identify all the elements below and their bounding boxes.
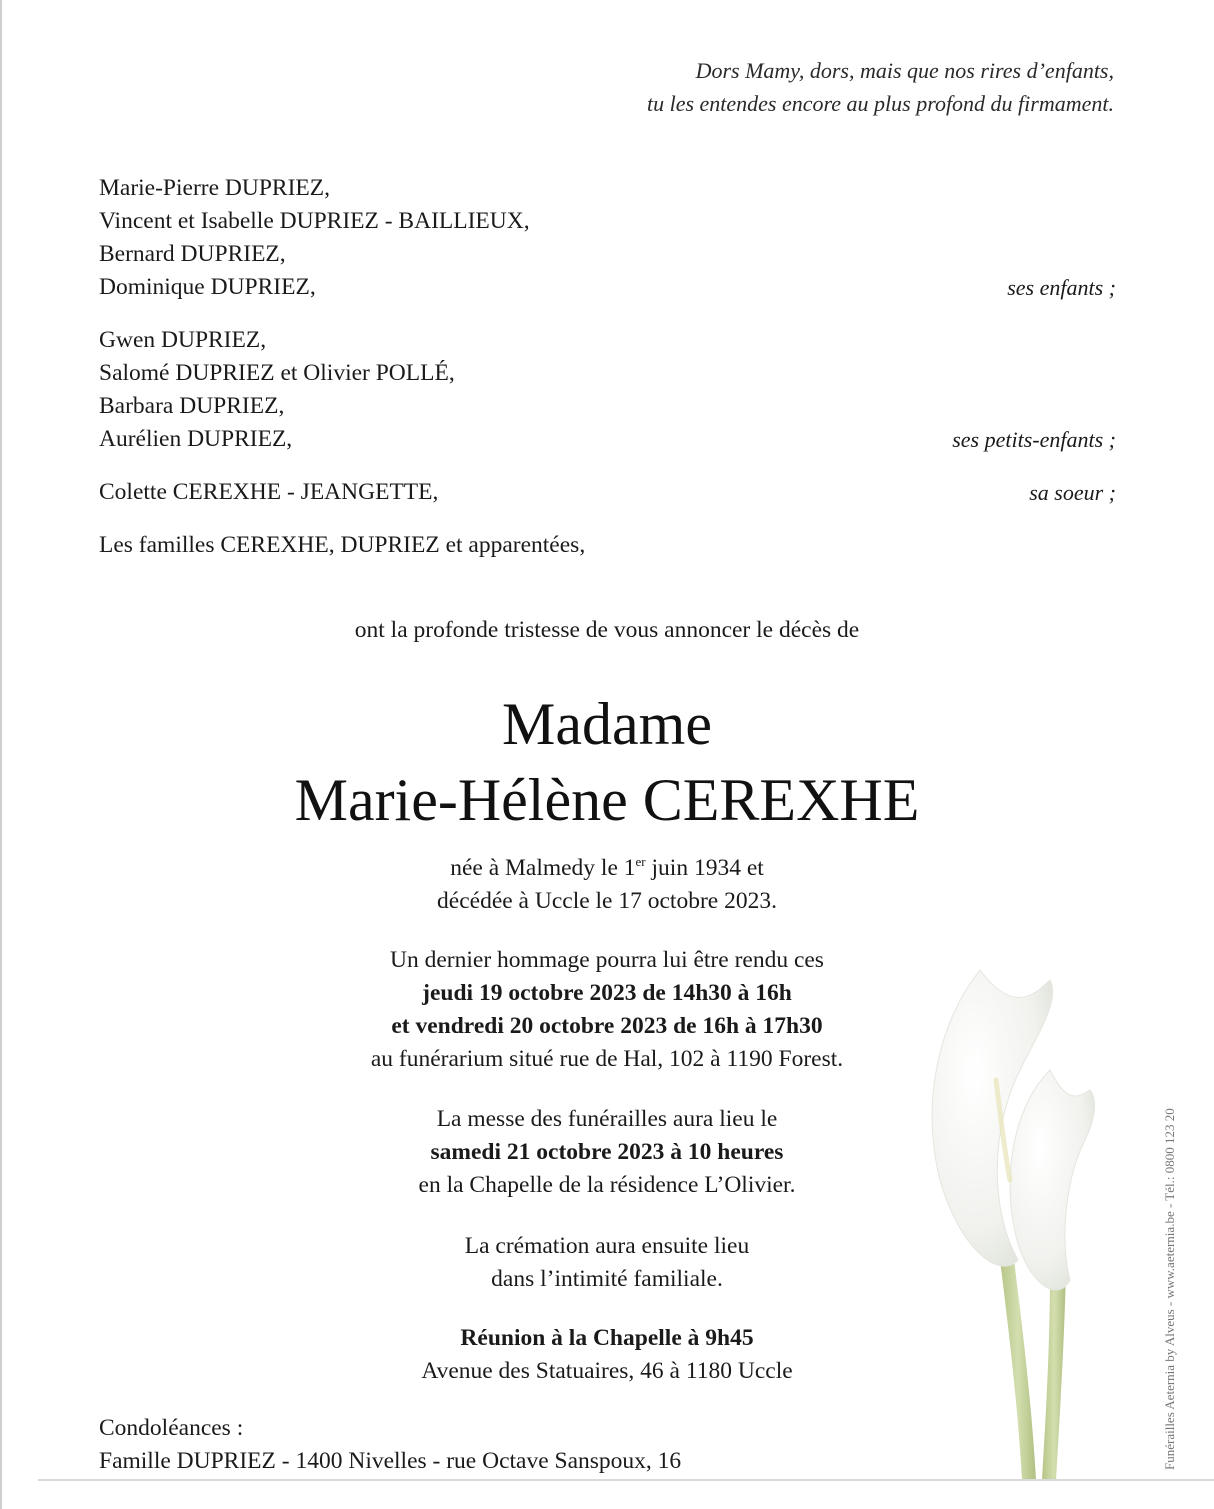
bottom-divider (38, 1479, 1214, 1481)
epigraph-line-1: Dors Mamy, dors, mais que nos rires d’enfants, (695, 58, 1114, 83)
death-line: décédée à Uccle le 17 octobre 2023. (437, 888, 777, 914)
birth-line (0, 852, 1214, 885)
visitation-place: au funérarium situé rue de Hal, 102 à 1190 Forest. (370, 1046, 844, 1072)
deceased-salutation: Madame (502, 691, 712, 757)
birth-death-info (0, 852, 1214, 918)
relation-label: ses petits-enfants ; (952, 427, 1116, 452)
lily-stem (1000, 1260, 1036, 1480)
funeral-home-credit: Funérailles Aeternia by Alveus - www.aeternia.be - Tél.: 0800 123 20 (1162, 1108, 1177, 1470)
announcement: ont la profonde tristesse de vous annoncer le décès de (354, 617, 860, 643)
family-name: Vincent et Isabelle DUPRIEZ - BAILLIEUX, (99, 208, 530, 234)
lily-petal (1010, 1070, 1095, 1290)
condolences-label: Condoléances : (99, 1415, 244, 1441)
epigraph-line-2: tu les entendes encore au plus profond du firmament. (646, 91, 1114, 116)
family-name: Colette CEREXHE - JEANGETTE, (99, 479, 439, 505)
cremation-line-1: La crémation aura ensuite lieu (464, 1233, 750, 1259)
calla-lily-illustration (900, 960, 1100, 1480)
relation-label: sa soeur ; (1029, 480, 1116, 505)
family-group-grandchildren (99, 324, 1116, 456)
family-group-families (99, 529, 1116, 562)
birth-suffix: juin 1934 et (645, 855, 764, 881)
visitation-date-2: et vendredi 20 octobre 2023 de 16h à 17h30 (391, 1013, 823, 1039)
deceased-title (0, 686, 1214, 838)
lily-stem (1042, 1270, 1066, 1480)
meeting-address: Avenue des Statuaires, 46 à 1180 Uccle (421, 1358, 793, 1384)
family-group-children (99, 172, 1116, 304)
deceased-name: Marie-Hélène CEREXHE (294, 767, 920, 833)
meeting-title: Réunion à la Chapelle à 9h45 (460, 1325, 754, 1351)
family-name: Les familles CEREXHE, DUPRIEZ et apparentées, (99, 532, 586, 558)
condolences (99, 1412, 681, 1478)
birth-ordinal: er (635, 854, 646, 869)
family-name: Dominique DUPRIEZ, (99, 274, 316, 300)
family-name: Aurélien DUPRIEZ, (99, 426, 293, 452)
birth-prefix: née à Malmedy le 1 (450, 855, 636, 881)
family-name: Marie-Pierre DUPRIEZ, (99, 175, 331, 201)
family-name: Barbara DUPRIEZ, (99, 393, 285, 419)
family-group-sister (99, 476, 1116, 509)
visitation-intro: Un dernier hommage pourra lui être rendu ces (390, 947, 824, 973)
visitation-date-1: jeudi 19 octobre 2023 de 14h30 à 16h (422, 980, 792, 1006)
mass-intro: La messe des funérailles aura lieu le (436, 1106, 778, 1132)
family-list (99, 172, 1116, 562)
mass-place: en la Chapelle de la résidence L’Olivier. (418, 1172, 796, 1198)
family-name: Salomé DUPRIEZ et Olivier POLLÉ, (99, 360, 455, 386)
epigraph (647, 54, 1114, 120)
condolences-address: Famille DUPRIEZ - 1400 Nivelles - rue Octave Sanspoux, 16 (99, 1448, 682, 1474)
relation-label: ses enfants ; (1007, 275, 1116, 300)
mass-date: samedi 21 octobre 2023 à 10 heures (430, 1139, 784, 1165)
family-name: Bernard DUPRIEZ, (99, 241, 286, 267)
cremation-line-2: dans l’intimité familiale. (491, 1266, 723, 1292)
family-name: Gwen DUPRIEZ, (99, 327, 267, 353)
